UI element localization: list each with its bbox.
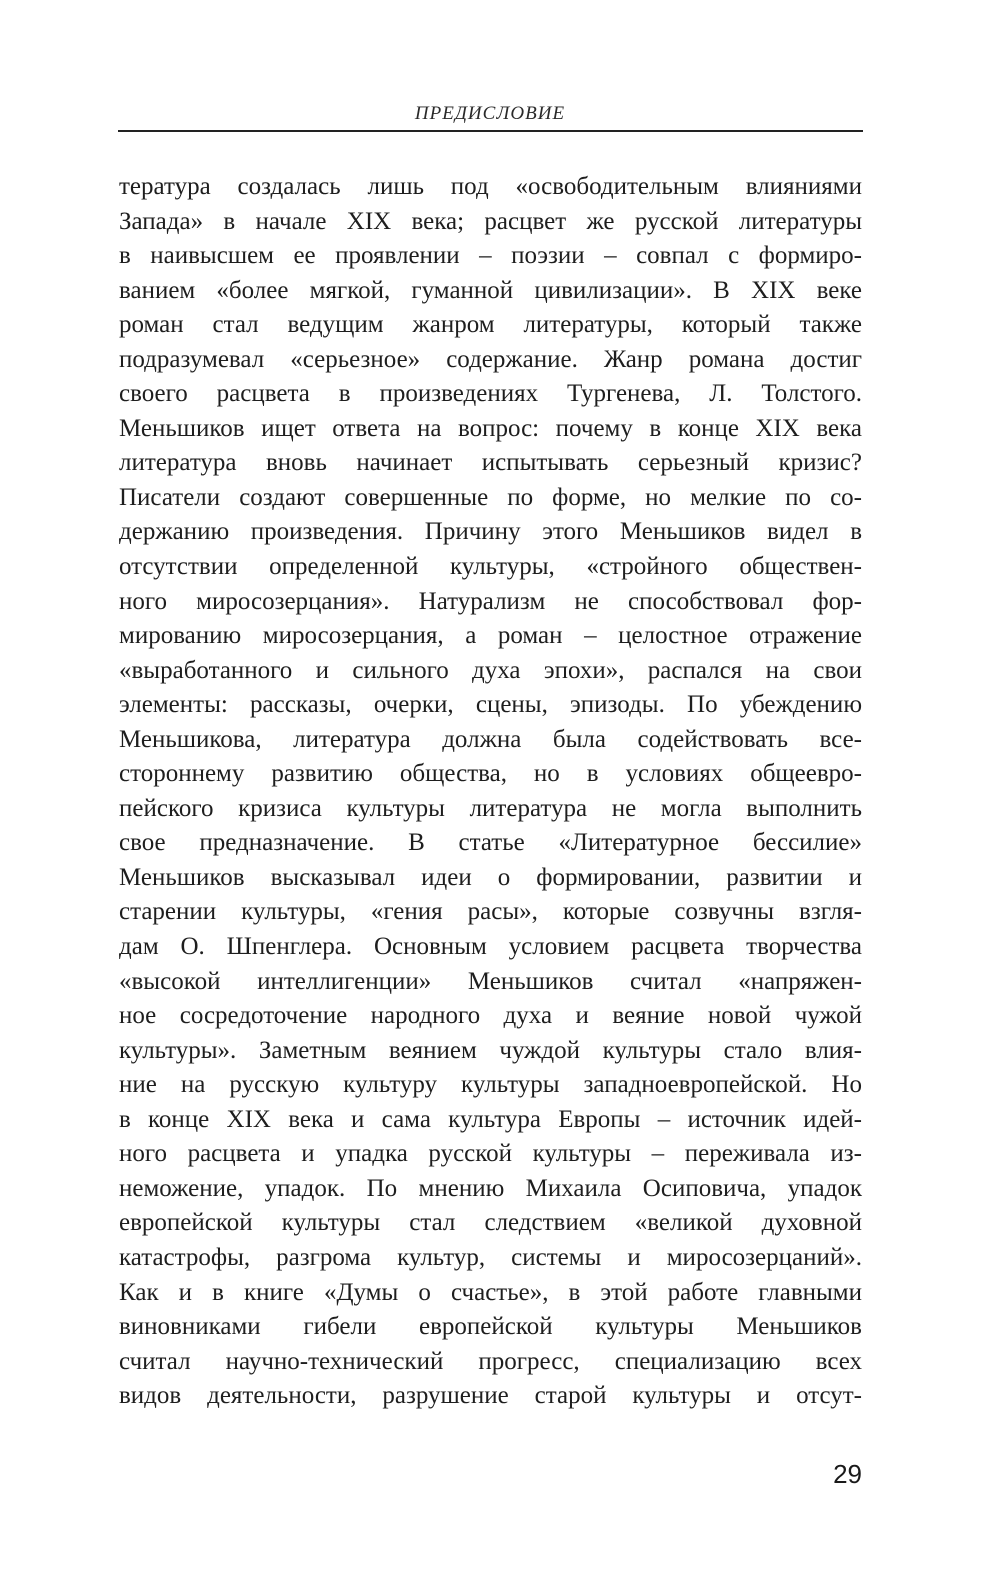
text-line: Писатели создают совершенные по форме, но мелкие по со- (119, 483, 862, 511)
text-line: свое предназначение. В статье «Литературное бессилие» (119, 829, 862, 857)
text-line: своего расцвета в произведениях Тургенева, Л. Толстого. (119, 380, 862, 408)
header-rule (118, 130, 863, 132)
text-line: «высокой интеллигенции» Меньшиков считал «напряжен- (119, 967, 862, 995)
text-line: в наивысшем ее проявлении – поэзии – совпал с формиро- (119, 242, 862, 270)
text-line: катастрофы, разгрома культур, системы и миросозерцаний». (119, 1243, 862, 1271)
text-line: роман стал ведущим жанром литературы, который также (119, 311, 862, 339)
text-line: Меньшикова, литература должна была содействовать все- (119, 725, 862, 753)
text-line: мированию миросозерцания, а роман – целостное отражение (119, 622, 862, 650)
text-line: виновниками гибели европейской культуры Меньшиков (119, 1313, 862, 1341)
text-line: подразумевал «серьезное» содержание. Жанр романа достиг (119, 345, 862, 373)
text-line: отсутствии определенной культуры, «стройного обществен- (119, 553, 862, 581)
text-line: держанию произведения. Причину этого Меньшиков видел в (119, 518, 862, 546)
text-line: ванием «более мягкой, гуманной цивилизации». В XIX веке (119, 276, 862, 304)
text-line: неможение, упадок. По мнению Михаила Осиповича, упадок (119, 1174, 862, 1202)
text-line: Меньшиков высказывал идеи о формировании, развитии и (119, 863, 862, 891)
text-line: «выработанного и сильного духа эпохи», распался на свои (119, 656, 862, 684)
text-line: ние на русскую культуру культуры западноевропейской. Но (119, 1071, 862, 1099)
text-line: европейской культуры стал следствием «великой духовной (119, 1209, 862, 1237)
body-text (119, 170, 862, 1414)
text-line: Как и в книге «Думы о счастье», в этой работе главными (119, 1278, 862, 1306)
text-line: Запада» в начале XIX века; расцвет же русской литературы (119, 207, 862, 235)
text-line: дам О. Шпенглера. Основным условием расцвета творчества (119, 933, 862, 961)
text-line: ное сосредоточение народного духа и веяние новой чужой (119, 1002, 862, 1030)
text-line: ного расцвета и упадка русской культуры – переживала из- (119, 1140, 862, 1168)
text-line: в конце XIX века и сама культура Европы – источник идей- (119, 1105, 862, 1133)
text-line: элементы: рассказы, очерки, сцены, эпизоды. По убеждению (119, 691, 862, 719)
text-line: видов деятельности, разрушение старой культуры и отсут- (119, 1382, 862, 1410)
text-line: тература создалась лишь под «освободительным влияниями (119, 173, 862, 200)
text-line: Меньшиков ищет ответа на вопрос: почему в конце XIX века (119, 414, 862, 442)
text-line: пейского кризиса культуры литература не могла выполнить (119, 794, 862, 822)
text-line: литература вновь начинает испытывать серьезный кризис? (119, 449, 862, 477)
text-line: стороннему развитию общества, но в условиях общеевро- (119, 760, 862, 788)
text-line: считал научно-технический прогресс, специализацию всех (119, 1347, 862, 1375)
text-line: культуры». Заметным веянием чуждой культуры стало влия- (119, 1036, 862, 1064)
text-line: старении культуры, «гения расы», которые созвучны взгля- (119, 898, 862, 926)
page-number: 29 (833, 1459, 862, 1489)
running-title: ПРЕДИСЛОВИЕ (414, 103, 566, 124)
text-line: ного миросозерцания». Натурализм не способствовал фор- (119, 587, 862, 615)
